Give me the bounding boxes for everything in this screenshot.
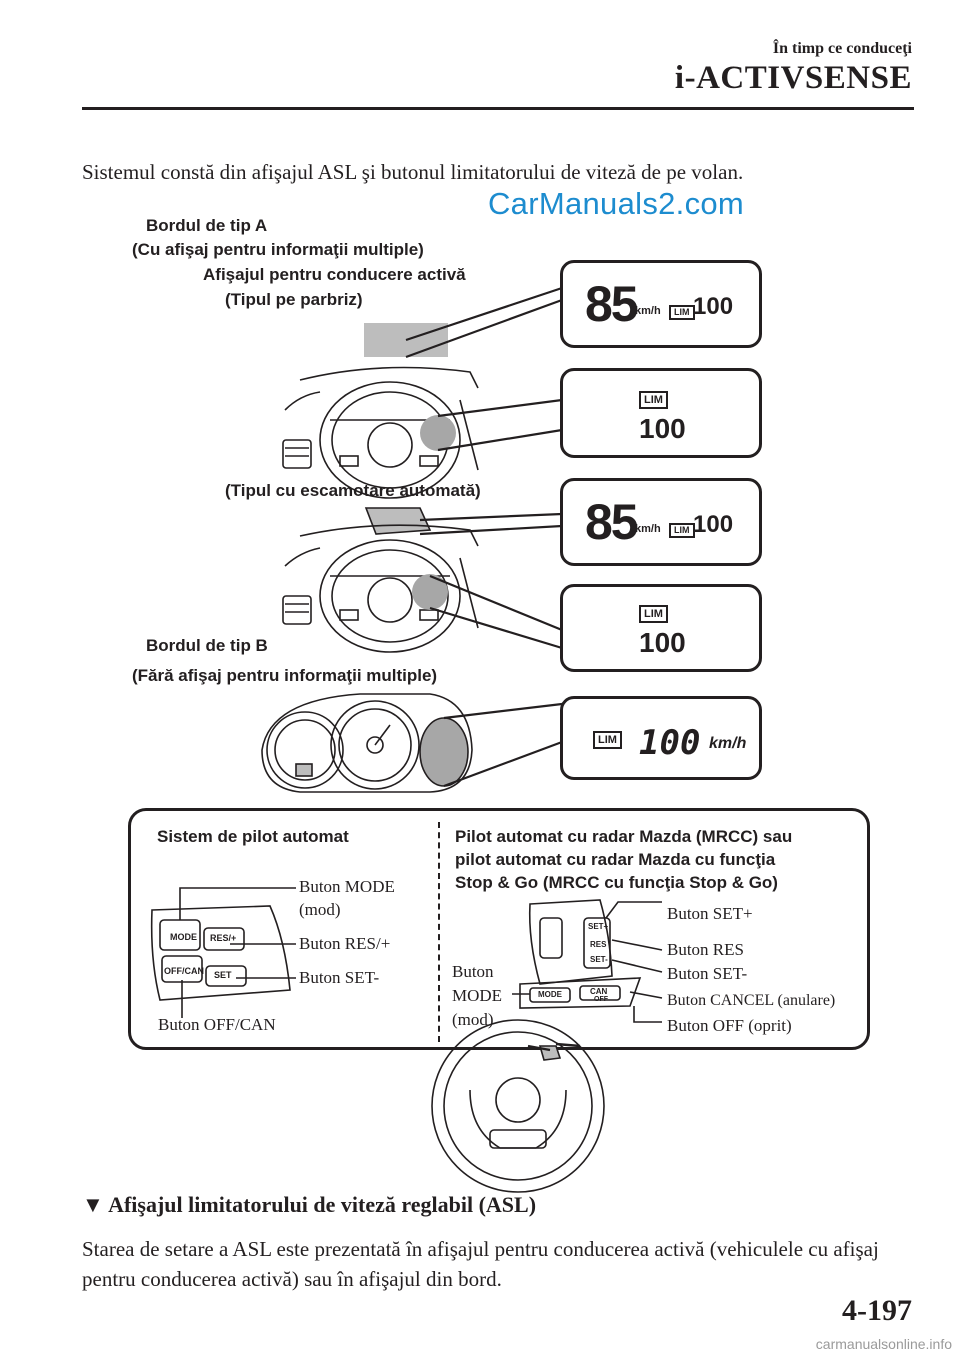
right-title-line-1: Pilot automat cu radar Mazda (MRCC) sau: [455, 827, 793, 846]
label-mode-sub: (mod): [299, 900, 341, 919]
offcan-button-icon: OFF/CAN: [164, 966, 204, 976]
cluster-limit: 100: [639, 627, 686, 658]
hud-limit: 100: [693, 293, 734, 320]
label-res-button: Buton RES/+: [299, 934, 391, 953]
setp-button-icon: SET+: [588, 922, 609, 931]
lim-icon: LIM: [593, 731, 622, 749]
label-setminus-button: Buton SET-: [667, 964, 748, 983]
windshield-type-label: (Tipul pe parbriz): [225, 290, 363, 309]
left-system-title: Sistem de pilot automat: [157, 827, 349, 846]
label-off-button: Buton OFF (oprit): [667, 1016, 792, 1035]
label-res-button-right: Buton RES: [667, 940, 744, 959]
page-number: 4-197: [842, 1294, 912, 1327]
right-title-line-3: Stop & Go (MRCC cu funcţia Stop & Go): [455, 873, 778, 892]
watermark-logo: CarManuals2.com: [488, 186, 745, 221]
label-mode-right-2: MODE: [452, 986, 503, 1005]
label-cancel-button: Buton CANCEL (anulare): [667, 992, 836, 1009]
active-display-title: Afişajul pentru conducere activă: [203, 265, 466, 284]
hud-unit: km/h: [635, 523, 661, 535]
body-paragraph: Starea de setare a ASL este prezentată în afişajul pentru conducerea activă (vehiculele cu afişaj pentru conducerea activă) sau în afişajul din bord.: [82, 1237, 879, 1291]
hud-speed: 85: [585, 276, 637, 332]
label-mode-button: Buton MODE: [299, 877, 395, 896]
intro-text: Sistemul constă din afişajul ASL şi butonul limitatorului de viteză de pe volan.: [82, 160, 744, 184]
label-setplus-button: Buton SET+: [667, 904, 753, 923]
lim-icon: LIM: [669, 305, 695, 320]
label-mode-right-1: Buton: [452, 962, 494, 981]
hud-speed: 85: [585, 494, 637, 550]
cluster-limit: 100: [639, 413, 686, 444]
label-set-button: Buton SET-: [299, 968, 380, 987]
type-a-title: Bordul de tip A: [146, 216, 268, 235]
type-b-subtitle: (Fără afişaj pentru informaţii multiple): [132, 666, 438, 685]
setm-button-icon: SET-: [590, 955, 608, 964]
lim-icon: LIM: [639, 605, 668, 623]
lim-icon: LIM: [669, 523, 695, 538]
right-title-line-2: pilot automat cu radar Mazda cu funcţia: [455, 850, 776, 869]
retractable-type-label: (Tipul cu escamotare automată): [225, 481, 481, 500]
off-button-icon: OFF: [594, 996, 608, 1003]
label-offcan-button: Buton OFF/CAN: [158, 1015, 276, 1034]
hud-limit: 100: [693, 511, 734, 538]
type-b-title: Bordul de tip B: [146, 636, 268, 655]
footer-watermark: carmanualsonline.info: [815, 1336, 952, 1352]
mode-button-icon: MODE: [170, 932, 197, 942]
mode-button-icon-right: MODE: [538, 990, 562, 999]
set-button-icon: SET: [214, 970, 232, 980]
type-a-subtitle: (Cu afişaj pentru informaţii multiple): [132, 240, 424, 259]
header-section: În timp ce conduceţi: [772, 40, 912, 57]
res-button-icon: RES/+: [210, 933, 237, 943]
type-b-value: 100: [639, 723, 701, 763]
can-button-icon: CAN: [590, 987, 608, 996]
section-marker-icon: ▼: [82, 1192, 104, 1217]
label-mode-right-3: (mod): [452, 1010, 494, 1029]
section-heading: [82, 1192, 536, 1218]
header-chapter: i-ACTIVSENSE: [674, 60, 912, 96]
type-b-unit: km/h: [709, 735, 747, 752]
hud-unit: km/h: [635, 305, 661, 317]
lim-icon: LIM: [639, 391, 668, 409]
section-heading-text: Afişajul limitatorului de viteză reglabil (ASL): [108, 1192, 537, 1217]
resb-button-icon: RES: [590, 940, 607, 949]
